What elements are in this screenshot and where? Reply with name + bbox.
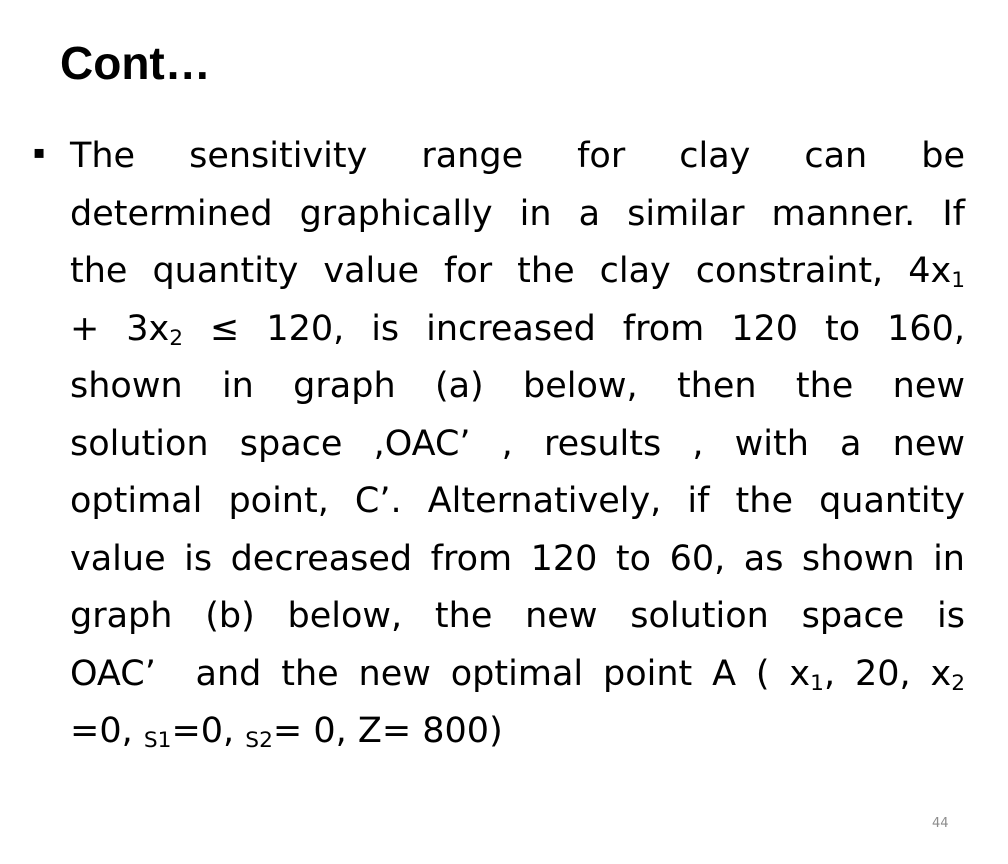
paragraph-line-9: graph (b) below, the new solution space is bbox=[70, 596, 965, 636]
paragraph-line-3 bbox=[70, 243, 965, 301]
bullet-paragraph bbox=[70, 128, 965, 761]
subscript: 1 bbox=[951, 267, 965, 293]
paragraph-line-5: shown in graph (a) below, then the new bbox=[70, 366, 965, 406]
paragraph-line-4 bbox=[70, 301, 965, 359]
subscript: S2 bbox=[245, 727, 273, 753]
subscript: 2 bbox=[951, 670, 965, 696]
paragraph-text: OAC’ and the new optimal point A ( x bbox=[70, 653, 811, 694]
page-number: 44 bbox=[932, 816, 949, 831]
paragraph-line-10 bbox=[70, 646, 965, 704]
slide-title: Cont… bbox=[60, 37, 211, 89]
paragraph-text: =0, bbox=[171, 711, 246, 751]
bullet-square-icon: ▪ bbox=[33, 142, 46, 163]
paragraph-text: = 0, Z= 800) bbox=[272, 711, 503, 751]
subscript: 2 bbox=[169, 325, 184, 351]
subscript: S1 bbox=[143, 727, 172, 753]
paragraph-line-6: solution space ,OAC’ , results , with a new bbox=[70, 423, 965, 464]
paragraph-text: the quantity value for the clay constraint, 4x bbox=[70, 251, 952, 291]
paragraph-text: ≤ 120, is increased from 120 to 160, bbox=[183, 308, 965, 349]
paragraph-text: , 20, x bbox=[823, 653, 952, 694]
paragraph-text: =0, bbox=[70, 711, 144, 751]
paragraph-text: + 3x bbox=[70, 308, 170, 349]
subscript: 1 bbox=[810, 670, 824, 696]
paragraph-line-1: The sensitivity range for clay can be bbox=[70, 136, 965, 176]
paragraph-line-11 bbox=[70, 703, 965, 761]
paragraph-line-2: determined graphically in a similar manner. If bbox=[70, 193, 965, 234]
paragraph-line-7: optimal point, C’. Alternatively, if the quantity bbox=[70, 481, 965, 521]
paragraph-line-8: value is decreased from 120 to 60, as shown in bbox=[70, 538, 965, 579]
